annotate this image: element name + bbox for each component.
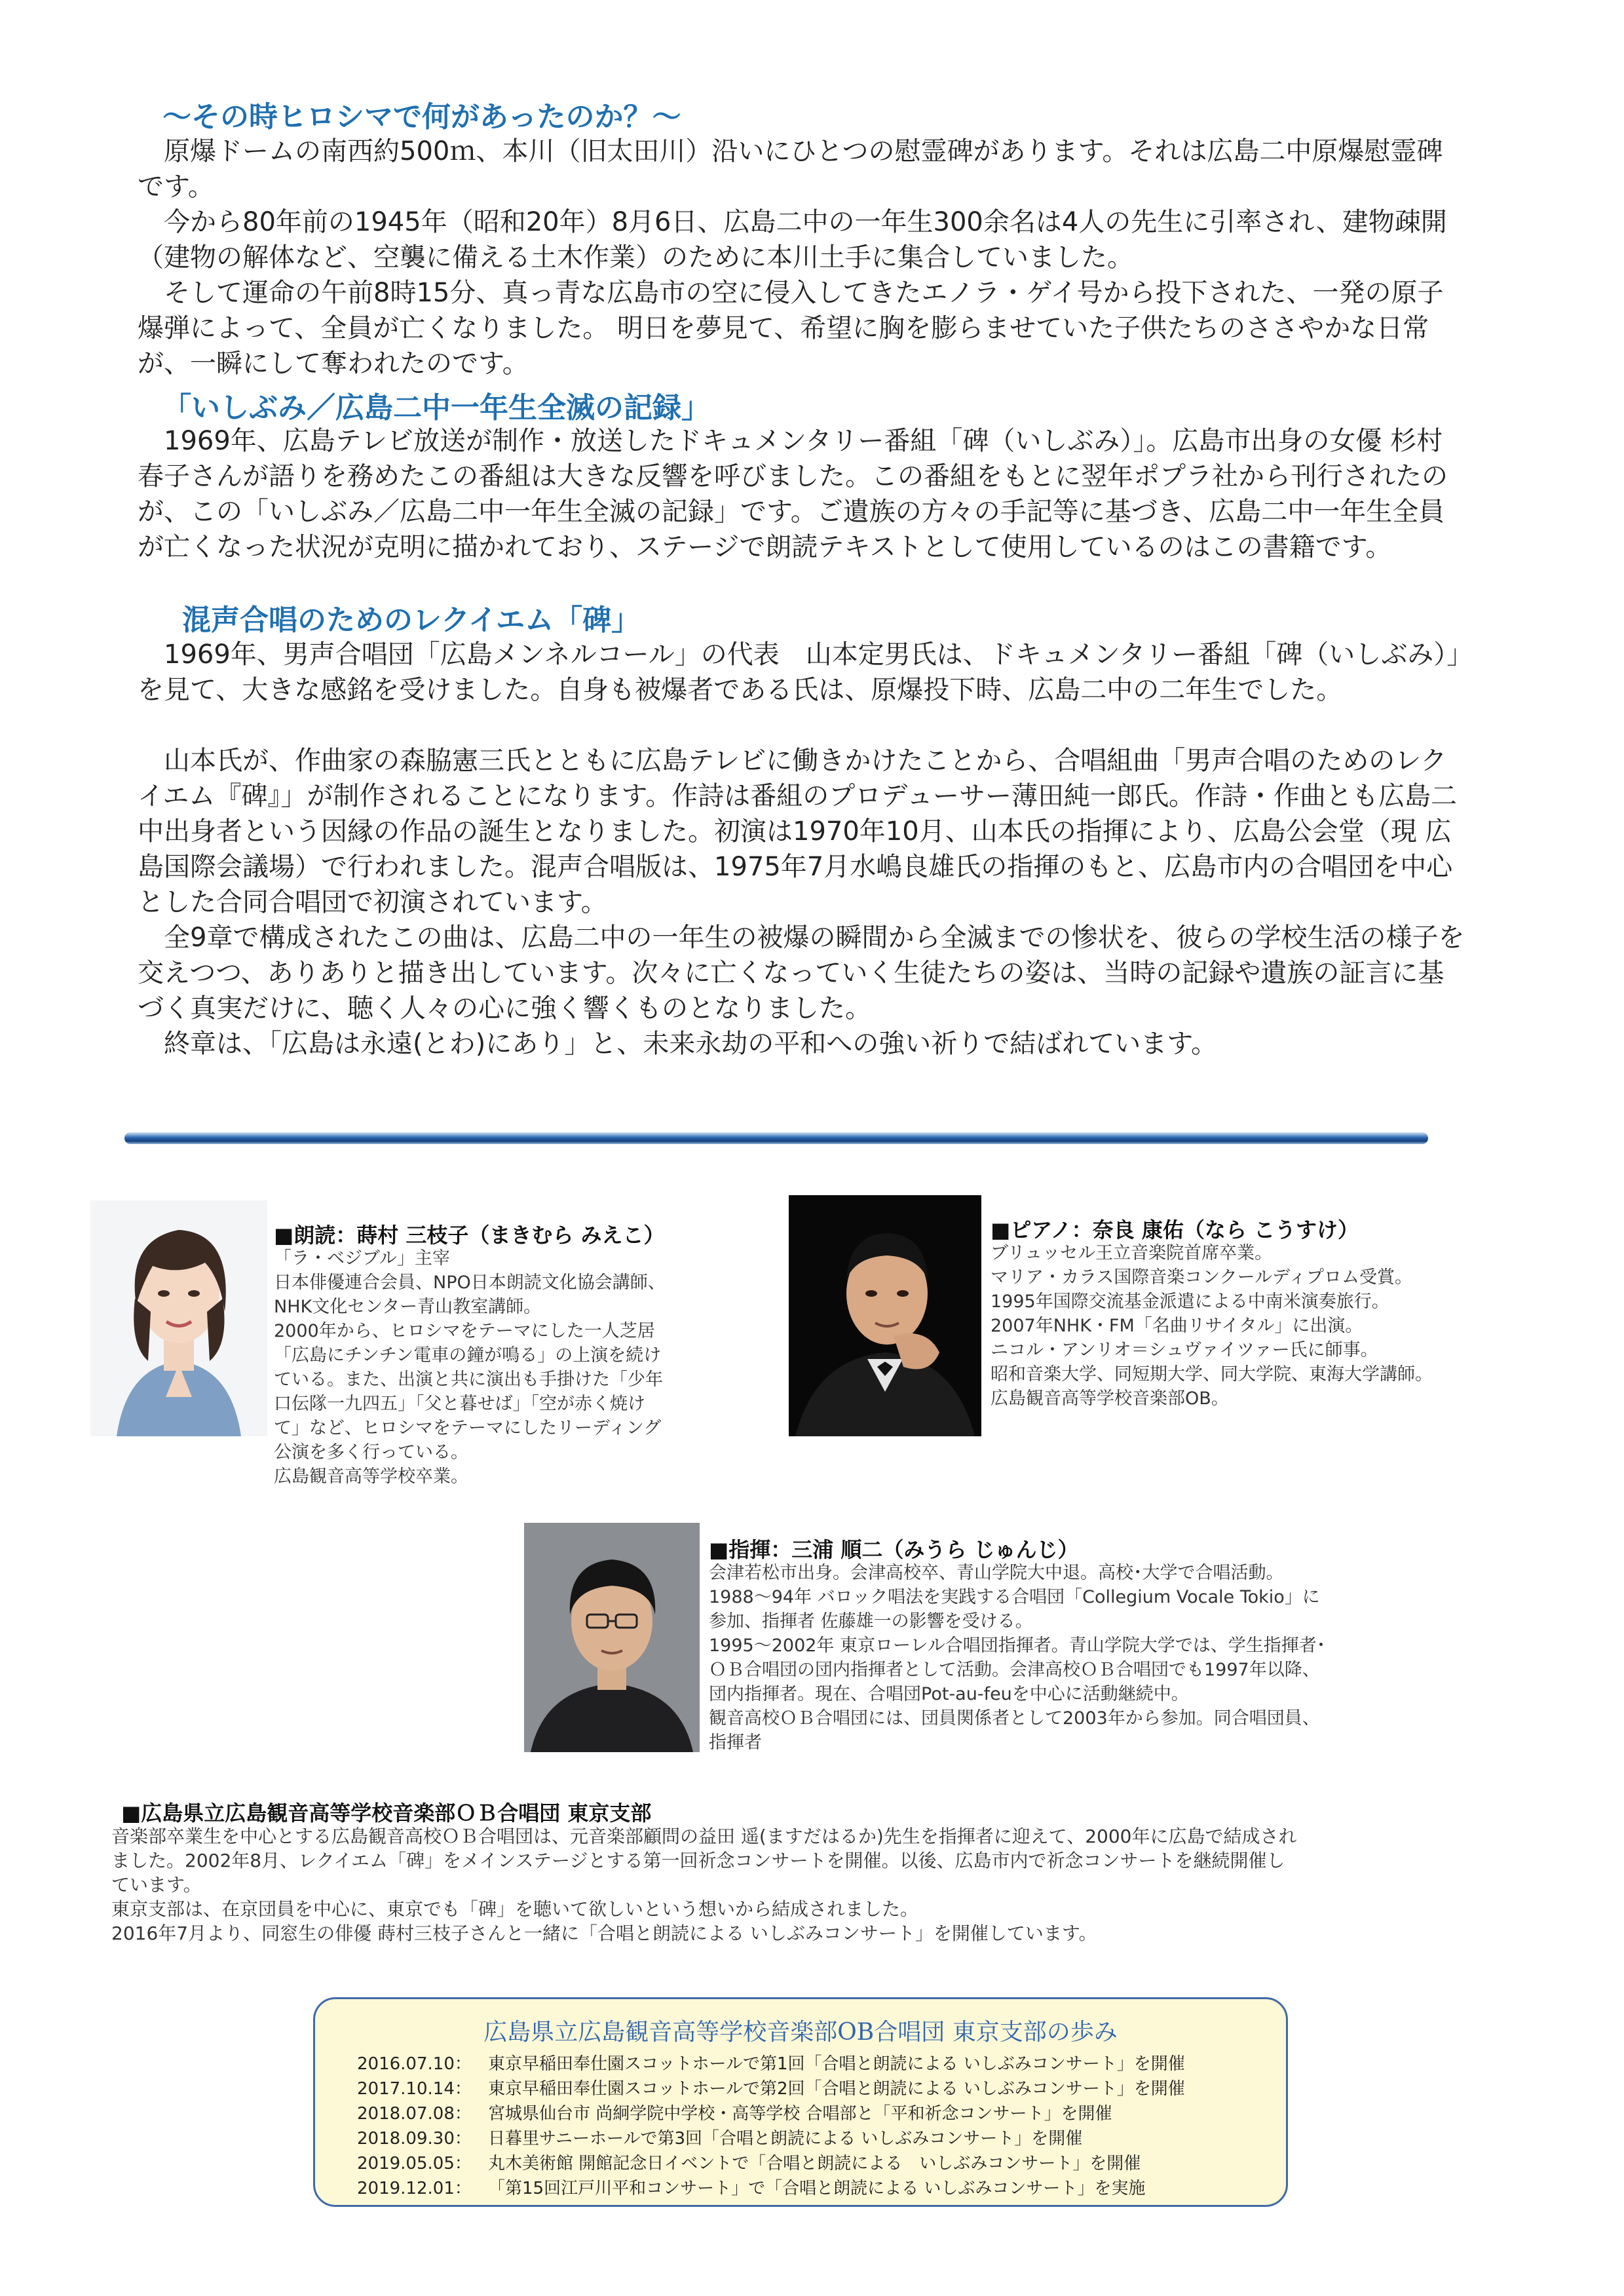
pianist-bio-line: ブリュッセル王立音楽院首席卒業。 [991,1243,1273,1263]
pianist-photo [789,1195,981,1436]
reader-bio-line: て」など、ヒロシマをテーマにしたリーディング [274,1418,662,1438]
conductor-bio-line: 団内指揮者。現在、合唱団Pot-au-feuを中心に活動継続中。 [709,1684,1189,1704]
history-list [357,2052,1185,2201]
history-item [357,2151,1185,2176]
reader-bio-line: 「広島にチンチン電車の鐘が鳴る」の上演を続け [274,1345,662,1366]
paragraph-august-6: 今から80年前の1945年（昭和20年）8月6日、広島二中の一年生300余名は4人の先生に引率され、建物疎開（建物の解体など、空襲に備える土木作業）のために本川土手に集合していました。 [138,207,1447,273]
section-divider [124,1132,1428,1144]
ob-choir-title: ■広島県立広島観音高等学校音楽部ＯＢ合唱団 東京支部 [121,1801,652,1826]
reader-bio-line: ている。また、出演と共に演出も手掛けた「少年 [274,1369,663,1390]
section-heading-ishibumi-book: 「いしぶみ／広島二中一年生全滅の記録」 [162,391,710,425]
history-event: 宮城県仙台市 尚絅学院中学校・高等学校 合唱部と「平和祈念コンサート」を開催 [488,2104,1112,2124]
conductor-name: ■指揮：三浦 順二（みうら じゅんじ） [709,1537,1079,1562]
history-event: 東京早稲田奉仕園スコットホールで第1回「合唱と朗読による いしぶみコンサート」を開催 [488,2054,1185,2074]
history-title: 広島県立広島観音高等学校音楽部OB合唱団 東京支部の歩み [483,2019,1118,2046]
history-date: 2017.10.14： [357,2079,472,2099]
pianist-bio-line: 1995年国際交流基金派遣による中南米演奏旅行。 [991,1292,1389,1312]
paragraph-nine-chapters: 全9章で構成されたこの曲は、広島二中の一年生の被爆の瞬間から全滅までの惨状を、彼らの学校生活の様子を交えつつ、ありありと描き出しています。次々に亡くなっていく生徒たちの姿は、当時の記録や遺族の証言に基づく真実だけに、聴く人々の心に強く響くものとなりました。 [138,923,1465,1024]
reader-bio-line: 公演を多く行っている。 [274,1442,468,1463]
reader-bio-line: 2000年から、ヒロシマをテーマにした一人芝居 [274,1321,655,1341]
section-heading-requiem: 混声合唱のためのレクイエム「碑」 [182,603,641,637]
history-item [357,2126,1185,2151]
conductor-bio-line: 指揮者 [709,1732,762,1753]
pianist-bio-line: マリア・カラス国際音楽コンクールディプロム受賞。 [991,1267,1412,1288]
history-event: 日暮里サニーホールで第3回「合唱と朗読による いしぶみコンサート」を開催 [488,2129,1083,2149]
paragraph-bomb: そして運命の午前8時15分、真っ青な広島市の空に侵入してきたエノラ・ゲイ号から投下された、一発の原子爆弾によって、全員が亡くなりました。 明日を夢見て、希望に胸を膨らませていた子供たちのささやかな日常が、一瞬にして奪われたのです。 [138,278,1444,379]
paragraph-final-chapter: 終章は、「広島は永遠(とわ)にあり」と、未来永劫の平和への強い祈りで結ばれています。 [164,1029,1218,1059]
history-item [357,2176,1185,2201]
pianist-bio-line: 広島観音高等学校音楽部OB。 [991,1388,1229,1409]
reader-photo [90,1200,267,1436]
pianist-bio-line: 昭和音楽大学、同短期大学、同大学院、東海大学講師。 [991,1364,1433,1385]
conductor-photo [524,1523,700,1752]
reader-bio-line: NHK文化センター青山教室講師。 [274,1297,542,1317]
history-event: 東京早稲田奉仕園スコットホールで第2回「合唱と朗読による いしぶみコンサート」を開催 [488,2079,1185,2099]
reader-bio-line: 日本俳優連合会員、NPO日本朗読文化協会講師、 [274,1272,666,1293]
history-box [313,1997,1288,2207]
reader-bio [274,1246,666,1489]
conductor-bio-line: 1995～2002年 東京ローレル合唱団指揮者。青山学院大学では、学生指揮者･ [709,1636,1326,1656]
conductor-bio-line: 1988～94年 バロック唱法を実践する合唱団「Collegium Vocale Tokio」に [709,1587,1320,1607]
pianist-bio-line: ニコル・アンリオ＝シュヴァイツァー氏に師事。 [991,1340,1378,1360]
ob-choir-paragraph-tokyo: 東京支部は、在京団員を中心に、東京でも「碑」を聴いて欲しいという想いから結成されました。 [111,1898,919,1920]
pianist-bio [991,1241,1433,1411]
paragraph-memorial: 原爆ドームの南西約500ｍ、本川（旧太田川）沿いにひとつの慰霊碑があります。それは広島二中原爆慰霊碑です。 [138,136,1443,202]
conductor-bio-line: 会津若松市出身。会津高校卒、青山学院大中退。高校･大学で合唱活動。 [709,1563,1284,1583]
reader-bio-line: 口伝隊一九四五」「父と暮せば」「空が赤く焼け [274,1394,645,1414]
reader-bio-line: 広島観音高等学校卒業。 [274,1466,468,1487]
ob-choir-paragraph-concerts: 2016年7月より、同窓生の俳優 蒔村三枝子さんと一緒に「合唱と朗読による いしぶみコンサート」を開催しています。 [111,1923,1097,1944]
conductor-bio-line: 参加、指揮者 佐藤雄一の影響を受ける。 [709,1611,1033,1632]
history-item [357,2052,1185,2076]
history-date: 2018.07.08： [357,2104,472,2124]
conductor-bio-line: 観音高校ＯＢ合唱団には、団員関係者として2003年から参加。同合唱団員、 [709,1708,1320,1729]
history-date: 2016.07.10： [357,2054,472,2074]
history-date: 2018.09.30： [357,2129,472,2149]
history-date: 2019.05.05： [357,2154,472,2173]
pianist-bio-line: 2007年NHK・FM「名曲リサイタル」に出演。 [991,1316,1363,1336]
ob-choir-paragraph-formation: 音楽部卒業生を中心とする広島観音高校ＯＢ合唱団は、元音楽部顧問の益田 遥(ますだはるか)先生を指揮者に迎えて、2000年に広島で結成されました。2002年8月、レクイエム「碑」をメインステージとする第一回祈念コンサートを開催。以後、広島市内で祈念コンサートを継続開催しています。 [111,1826,1297,1896]
history-item [357,2101,1185,2126]
conductor-bio-line: ＯＢ合唱団の団内指揮者として活動。会津高校ＯＢ合唱団でも1997年以降、 [709,1660,1320,1680]
paragraph-yamamoto: 1969年、男声合唱団「広島メンネルコール」の代表 山本定男氏は、ドキュメンタリー番組「碑（いしぶみ）」を見て、大きな感銘を受けました。自身も被爆者である氏は、原爆投下時、広島二中の二年生でした。 [138,640,1460,705]
ob-choir-description [111,1824,1297,1945]
conductor-bio [709,1561,1325,1755]
section-heading-what-happened: ～その時ヒロシマで何があったのか？～ [162,100,681,134]
paragraph-documentary: 1969年、広島テレビ放送が制作・放送したドキュメンタリー番組「碑（いしぶみ）」。広島市出身の女優 杉村春子さんが語りを務めたこの番組は大きな反響を呼びました。この番組をもとに翌年ポプラ社から刊行されたのが、この「いしぶみ／広島二中一年生全滅の記録」です。ご遺族の方々の手記等に基づき、広島二中一年生全員が亡くなった状況が克明に描かれており、ステージで朗読テキストとして使用しているのはこの書籍です。 [138,426,1448,562]
paragraph-composition: 山本氏が、作曲家の森脇憲三氏とともに広島テレビに働きかけたことから、合唱組曲「男声合唱のためのレクイエム『碑』」が制作されることになります。作詩は番組のプロデューサー薄田純一郎氏。作詩・作曲とも広島二中出身者という因縁の作品の誕生となりました。初演は1970年10月、山本氏の指揮により、広島公会堂（現 広島国際会議場）で行われました。混声合唱版は、1975年7月水嶋良雄氏の指揮のもと、広島市内の合唱団を中心とした合同合唱団で初演されています。 [138,746,1457,917]
history-event: 丸木美術館 開館記念日イベントで「合唱と朗読による いしぶみコンサート」を開催 [488,2154,1141,2173]
pianist-name: ■ピアノ：奈良 康佑（なら こうすけ） [991,1217,1359,1242]
history-date: 2019.12.01： [357,2179,472,2198]
history-item [357,2076,1185,2101]
reader-name: ■朗読：蒔村 三枝子（まきむら みえこ） [274,1223,665,1248]
reader-bio-line: 「ラ・ベジブル」主宰 [274,1248,450,1269]
history-event: 「第15回江戸川平和コンサート」で「合唱と朗読による いしぶみコンサート」を実施 [488,2179,1146,2198]
